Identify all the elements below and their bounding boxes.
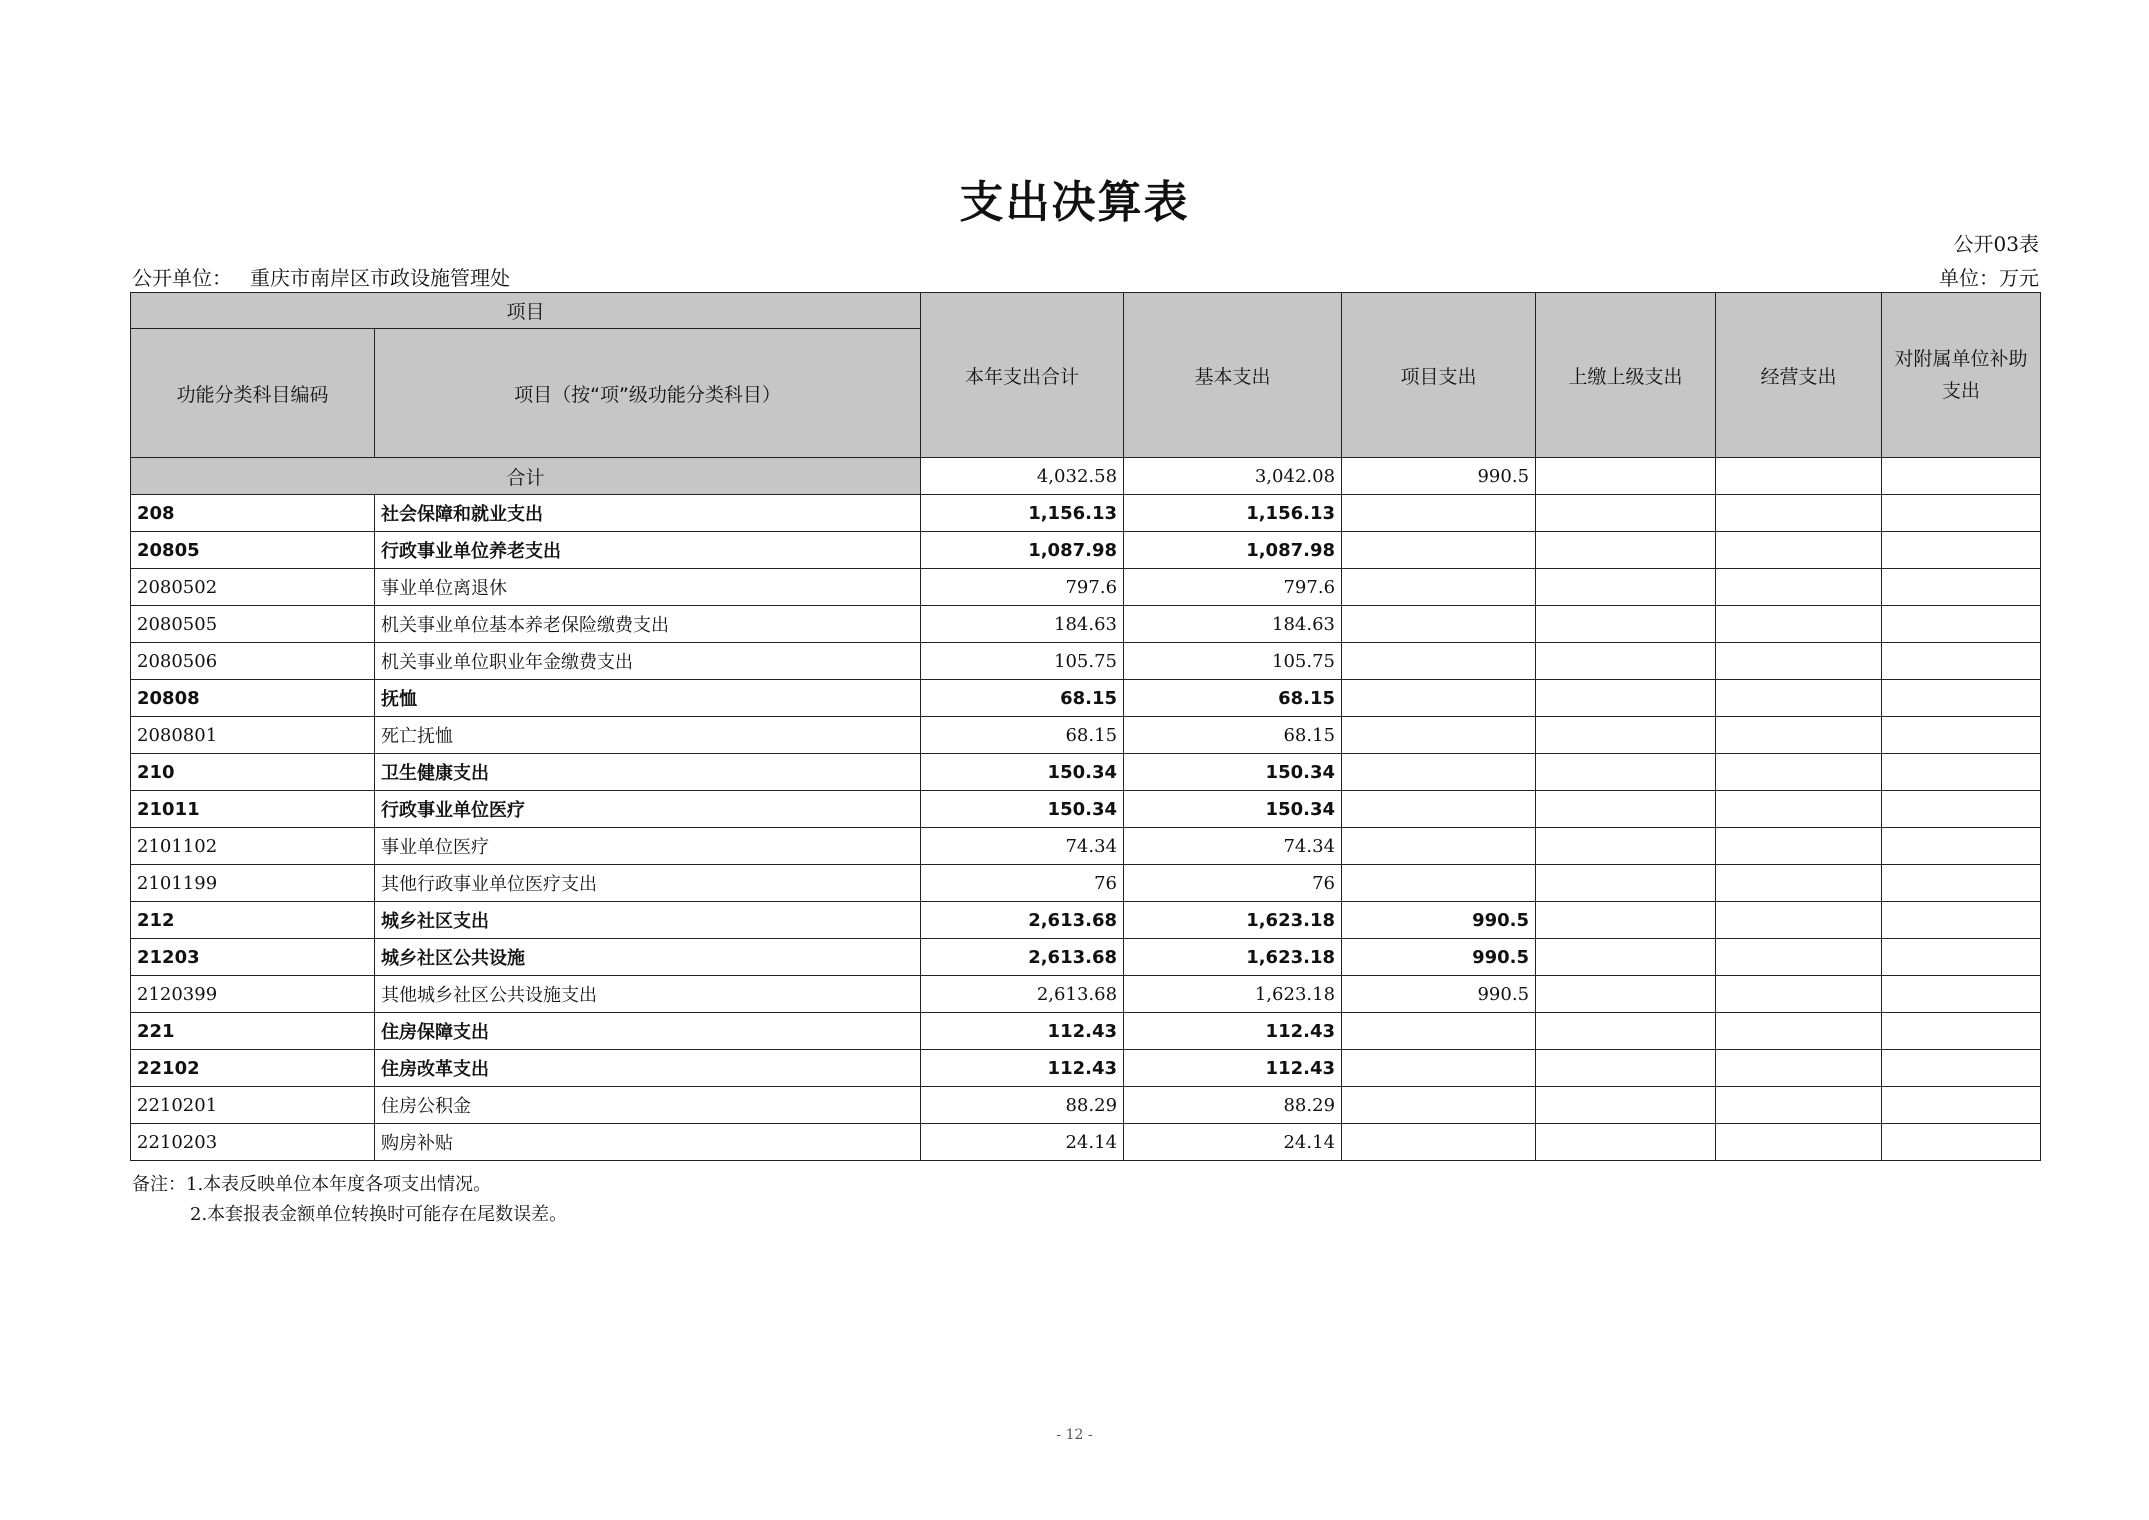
cell-total: 1,156.13 [921,495,1124,532]
cell-business [1716,902,1882,939]
header-code: 功能分类科目编码 [131,329,375,458]
cell-code: 2080505 [131,606,375,643]
cell-business [1716,1013,1882,1050]
cell-business [1716,717,1882,754]
cell-name: 城乡社区支出 [375,902,921,939]
cell-total: 24.14 [921,1124,1124,1161]
cell-name: 事业单位医疗 [375,828,921,865]
cell-name: 事业单位离退休 [375,569,921,606]
cell-project: 990.5 [1342,902,1536,939]
total-amount: 4,032.58 [921,458,1124,495]
cell-name: 其他行政事业单位医疗支出 [375,865,921,902]
table-row [131,717,2041,754]
page-title: 支出决算表 [959,177,1190,228]
expenditure-table [130,292,2041,1161]
table-row [131,643,2041,680]
cell-code: 208 [131,495,375,532]
cell-subsidy [1882,902,2041,939]
cell-basic: 1,087.98 [1124,532,1342,569]
cell-basic: 1,623.18 [1124,939,1342,976]
cell-basic: 797.6 [1124,569,1342,606]
cell-project: 990.5 [1342,939,1536,976]
table-row [131,1087,2041,1124]
total-upper [1536,458,1716,495]
total-project: 990.5 [1342,458,1536,495]
cell-subsidy [1882,569,2041,606]
cell-project [1342,1013,1536,1050]
cell-upper [1536,1124,1716,1161]
cell-project [1342,865,1536,902]
cell-name: 死亡抚恤 [375,717,921,754]
cell-upper [1536,1087,1716,1124]
cell-business [1716,791,1882,828]
cell-total: 797.6 [921,569,1124,606]
cell-total: 184.63 [921,606,1124,643]
table-row [131,791,2041,828]
cell-upper [1536,902,1716,939]
cell-code: 212 [131,902,375,939]
cell-project: 990.5 [1342,976,1536,1013]
cell-code: 2080801 [131,717,375,754]
cell-name: 住房改革支出 [375,1050,921,1087]
cell-subsidy [1882,1087,2041,1124]
table-row [131,532,2041,569]
cell-business [1716,828,1882,865]
form-number: 公开03表 [1953,232,2039,256]
cell-upper [1536,865,1716,902]
cell-name: 行政事业单位医疗 [375,791,921,828]
cell-basic: 150.34 [1124,754,1342,791]
cell-business [1716,643,1882,680]
cell-code: 21203 [131,939,375,976]
cell-upper [1536,495,1716,532]
cell-business [1716,532,1882,569]
cell-upper [1536,569,1716,606]
cell-total: 88.29 [921,1087,1124,1124]
cell-basic: 1,623.18 [1124,902,1342,939]
cell-project [1342,1124,1536,1161]
cell-basic: 76 [1124,865,1342,902]
cell-subsidy [1882,865,2041,902]
total-basic: 3,042.08 [1124,458,1342,495]
cell-upper [1536,717,1716,754]
cell-name: 购房补贴 [375,1124,921,1161]
cell-business [1716,976,1882,1013]
cell-business [1716,495,1882,532]
cell-business [1716,1124,1882,1161]
cell-total: 2,613.68 [921,939,1124,976]
cell-upper [1536,1050,1716,1087]
cell-subsidy [1882,680,2041,717]
cell-name: 其他城乡社区公共设施支出 [375,976,921,1013]
header-subsidy: 对附属单位补助支出 [1882,293,2041,458]
header-total: 本年支出合计 [921,293,1124,458]
cell-business [1716,1050,1882,1087]
cell-basic: 1,156.13 [1124,495,1342,532]
cell-project [1342,1087,1536,1124]
cell-business [1716,569,1882,606]
cell-project [1342,643,1536,680]
cell-name: 卫生健康支出 [375,754,921,791]
cell-project [1342,495,1536,532]
cell-project [1342,754,1536,791]
cell-upper [1536,680,1716,717]
cell-total: 74.34 [921,828,1124,865]
cell-subsidy [1882,643,2041,680]
cell-basic: 112.43 [1124,1050,1342,1087]
table-body [131,458,2041,1161]
cell-code: 2120399 [131,976,375,1013]
cell-subsidy [1882,1050,2041,1087]
cell-basic: 112.43 [1124,1013,1342,1050]
cell-code: 221 [131,1013,375,1050]
cell-upper [1536,791,1716,828]
cell-total: 112.43 [921,1050,1124,1087]
cell-upper [1536,939,1716,976]
cell-subsidy [1882,1013,2041,1050]
cell-name: 机关事业单位基本养老保险缴费支出 [375,606,921,643]
header-business: 经营支出 [1716,293,1882,458]
table-row [131,902,2041,939]
cell-project [1342,532,1536,569]
cell-name: 行政事业单位养老支出 [375,532,921,569]
table-row [131,569,2041,606]
cell-upper [1536,828,1716,865]
page-number: - 12 - [1056,1427,1093,1443]
cell-upper [1536,606,1716,643]
table-row [131,1124,2041,1161]
cell-code: 2080506 [131,643,375,680]
cell-total: 2,613.68 [921,902,1124,939]
cell-subsidy [1882,791,2041,828]
cell-project [1342,791,1536,828]
cell-basic: 68.15 [1124,717,1342,754]
cell-total: 1,087.98 [921,532,1124,569]
table-row [131,754,2041,791]
total-row [131,458,2041,495]
cell-project [1342,828,1536,865]
cell-name: 住房保障支出 [375,1013,921,1050]
cell-project [1342,569,1536,606]
cell-project [1342,717,1536,754]
table-row [131,1050,2041,1087]
header-name: 项目（按“项”级功能分类科目） [375,329,921,458]
cell-name: 抚恤 [375,680,921,717]
cell-name: 社会保障和就业支出 [375,495,921,532]
total-business [1716,458,1882,495]
total-label: 合计 [131,458,921,495]
notes [132,1170,567,1230]
cell-code: 2210203 [131,1124,375,1161]
cell-basic: 68.15 [1124,680,1342,717]
cell-business [1716,939,1882,976]
cell-name: 住房公积金 [375,1087,921,1124]
reporting-unit [132,262,510,291]
cell-upper [1536,643,1716,680]
cell-subsidy [1882,939,2041,976]
cell-subsidy [1882,495,2041,532]
cell-total: 68.15 [921,680,1124,717]
cell-business [1716,606,1882,643]
reporting-unit-name: 重庆市南岸区市政设施管理处 [250,266,510,290]
cell-name: 机关事业单位职业年金缴费支出 [375,643,921,680]
total-subsidy [1882,458,2041,495]
cell-upper [1536,532,1716,569]
cell-name: 城乡社区公共设施 [375,939,921,976]
cell-business [1716,1087,1882,1124]
cell-code: 22102 [131,1050,375,1087]
cell-subsidy [1882,976,2041,1013]
cell-project [1342,606,1536,643]
cell-code: 210 [131,754,375,791]
table-row [131,828,2041,865]
header-basic: 基本支出 [1124,293,1342,458]
cell-code: 2101199 [131,865,375,902]
cell-basic: 1,623.18 [1124,976,1342,1013]
cell-total: 76 [921,865,1124,902]
cell-code: 20808 [131,680,375,717]
cell-total: 105.75 [921,643,1124,680]
cell-subsidy [1882,532,2041,569]
header-item-group: 项目 [131,293,921,329]
cell-basic: 74.34 [1124,828,1342,865]
table-row [131,1013,2041,1050]
cell-upper [1536,1013,1716,1050]
cell-code: 21011 [131,791,375,828]
cell-basic: 184.63 [1124,606,1342,643]
table-row [131,865,2041,902]
header-upper: 上缴上级支出 [1536,293,1716,458]
cell-code: 2080502 [131,569,375,606]
cell-upper [1536,754,1716,791]
cell-total: 112.43 [921,1013,1124,1050]
table-row [131,976,2041,1013]
table-row [131,939,2041,976]
cell-basic: 88.29 [1124,1087,1342,1124]
cell-project [1342,680,1536,717]
currency-unit: 单位：万元 [1939,266,2039,290]
cell-subsidy [1882,828,2041,865]
cell-total: 150.34 [921,754,1124,791]
cell-subsidy [1882,717,2041,754]
cell-project [1342,1050,1536,1087]
cell-code: 2101102 [131,828,375,865]
cell-total: 150.34 [921,791,1124,828]
cell-total: 68.15 [921,717,1124,754]
cell-subsidy [1882,606,2041,643]
cell-upper [1536,976,1716,1013]
cell-business [1716,865,1882,902]
cell-total: 2,613.68 [921,976,1124,1013]
cell-basic: 24.14 [1124,1124,1342,1161]
cell-code: 20805 [131,532,375,569]
cell-basic: 150.34 [1124,791,1342,828]
header-project: 项目支出 [1342,293,1536,458]
cell-business [1716,680,1882,717]
table-row [131,680,2041,717]
cell-code: 2210201 [131,1087,375,1124]
cell-basic: 105.75 [1124,643,1342,680]
cell-subsidy [1882,754,2041,791]
table-row [131,606,2041,643]
cell-subsidy [1882,1124,2041,1161]
note-1: 备注：1.本表反映单位本年度各项支出情况。 [132,1174,492,1195]
table-row [131,495,2041,532]
cell-business [1716,754,1882,791]
reporting-unit-label: 公开单位： [132,266,232,290]
note-2: 2.本套报表金额单位转换时可能存在尾数误差。 [190,1204,568,1225]
